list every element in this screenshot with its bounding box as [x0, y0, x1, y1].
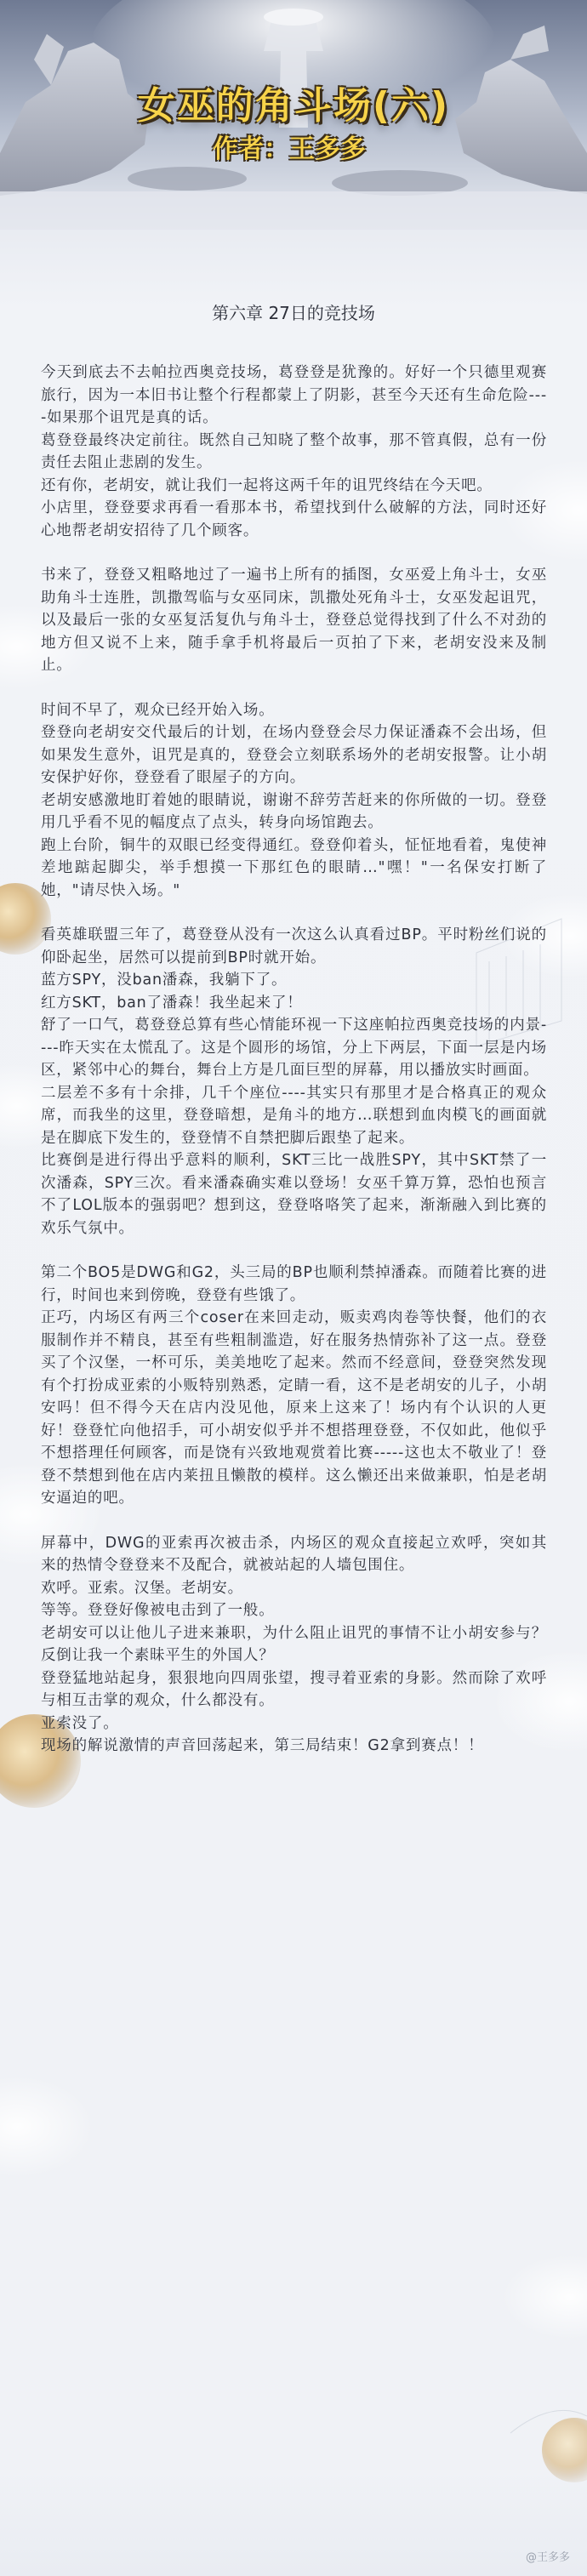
- watermark: @王多多: [525, 2551, 570, 2564]
- author-name: 王多多: [289, 134, 366, 164]
- paragraph: 亚索没了。: [41, 1714, 119, 1732]
- section-gap: [41, 677, 547, 699]
- paragraph: 比赛倒是进行得出乎意料的顺利，SKT三比一战胜SPY，其中SKT禁了一次潘森，SPY三次。看来潘森确实难以登场！女巫千算万算，恐怕也预言不了LOL版本的强弱吧？想到这，登登咯咯笑了起来，渐渐融入到比赛的欢乐气氛中。: [41, 1152, 547, 1237]
- paragraph: 小店里，登登要求再看一看那本书，希望找到什么破解的方法，同时还好心地帮老胡安招待了几个顾客。: [41, 499, 547, 539]
- section: [41, 1532, 547, 1758]
- section: [41, 362, 547, 542]
- paragraph: 跑上台阶，铜牛的双眼已经变得通红。登登仰着头，怔怔地看着，鬼使神差地踮起脚尖，举手想摸一下那红色的眼睛…"嘿！"一名保安打断了她，"请尽快入场。": [41, 836, 547, 899]
- section-gap: [41, 542, 547, 564]
- paragraph: 欢呼。亚索。汉堡。老胡安。: [41, 1579, 243, 1597]
- author-line: [213, 128, 366, 165]
- section: [41, 699, 547, 903]
- author-label: 作者：: [213, 134, 289, 164]
- paragraph: 第二个BO5是DWG和G2，头三局的BP也顺利禁掉潘森。而随着比赛的进行，时间也来到傍晚，登登有些饿了。: [41, 1264, 547, 1304]
- paragraph: 还有你，老胡安，就让我们一起将这两千年的诅咒终结在今天吧。: [41, 476, 493, 494]
- paragraph: 老胡安感激地盯着她的眼睛说，谢谢不辞劳苦赶来的你所做的一切。登登用几乎看不见的幅度点了点头，转身向场馆跑去。: [41, 791, 547, 831]
- chapter-title: 第六章 27日的竞技场: [212, 303, 375, 323]
- section: [41, 564, 547, 677]
- paragraph: 等等。登登好像被电击到了一般。: [41, 1602, 275, 1619]
- section-gap: [41, 1510, 547, 1532]
- section-gap: [41, 1240, 547, 1262]
- paragraph: 舒了一口气，葛登登总算有些心情能环视一下这座帕拉西奥竞技场的内景----昨天实在太慌乱了。这是个圆形的场馆，分上下两层，下面一层是内场区，紧邻中心的舞台，舞台上方是几面巨型的屏幕，用以播放实时画面。: [41, 1017, 547, 1079]
- article-body: [41, 362, 547, 1758]
- paragraph: 葛登登最终决定前往。既然自己知晓了整个故事，那不管真假，总有一份责任去阻止悲剧的发生。: [41, 431, 547, 471]
- paragraph: 老胡安可以让他儿子进来兼职，为什么阻止诅咒的事情不让小胡安参与？反倒让我一个素昧平生的外国人？: [41, 1624, 547, 1664]
- paragraph: 现场的解说激情的声音回荡起来，第三局结束！G2拿到赛点！！: [41, 1737, 484, 1754]
- section-gap: [41, 902, 547, 924]
- section: [41, 924, 547, 1240]
- paragraph: 二层差不多有十余排，几千个座位----其实只有那里才是合格真正的观众席，而我坐的这里，登登暗想，是角斗的地方…联想到血肉模飞的画面就是在脚底下发生的，登登情不自禁把脚后跟垫了起来。: [41, 1084, 547, 1147]
- paragraph: 登登猛地站起身，狠狠地向四周张望，搜寻着亚索的身影。然而除了欢呼与相互击掌的观众，什么都没有。: [41, 1669, 547, 1709]
- paragraph: 屏幕中，DWG的亚索再次被击杀，内场区的观众直接起立欢呼，突如其来的热情令登登来不及配合，就被站起的人墙包围住。: [41, 1534, 547, 1574]
- article-title: 女巫的角斗场(六): [137, 84, 450, 128]
- paragraph: 红方SKT，ban了潘森！我坐起来了！: [41, 994, 303, 1012]
- paragraph: 时间不早了，观众已经开始入场。: [41, 701, 275, 719]
- section: [41, 1262, 547, 1510]
- paragraph: 登登向老胡安交代最后的计划，在场内登登会尽力保证潘森不会出场，但如果发生意外，诅咒是真的，登登会立刻联系场外的老胡安报警。让小胡安保护好你，登登看了眼屋子的方向。: [41, 724, 547, 786]
- paragraph: 书来了，登登又粗略地过了一遍书上所有的插图，女巫爱上角斗士，女巫助角斗士连胜，凯撒驾临与女巫同床，凯撒处死角斗士，女巫发起诅咒，以及最后一张的女巫复活复仇与角斗士，登登总觉得找到了什么不对劲的地方但又说不上来，随手拿手机将最后一页拍了下来，老胡安没来及制止。: [41, 567, 547, 674]
- paragraph: 蓝方SPY，没ban潘森，我躺下了。: [41, 972, 288, 989]
- header-banner: [0, 0, 587, 230]
- paragraph: 正巧，内场区有两三个coser在来回走动，贩卖鸡肉卷等快餐，他们的衣服制作并不精良，甚至有些粗制滥造，好在服务热情弥补了这一点。登登买了个汉堡，一杯可乐，美美地吃了起来。然而不经意间，登登突然发现有个打扮成亚索的小贩特别熟悉，定睛一看，这不是老胡安的儿子，小胡安吗！但不得今天在店内没见他，原来上这来了！场内有个认识的人更好！登登忙向他招手，可小胡安似乎并不想搭理登登，不仅如此，他似乎不想搭理任何顾客，而是饶有兴致地观赏着比赛-----这也太不敬业了！登登不禁想到他在店内莱扭且懒散的模样。这么懒还出来做兼职，怕是老胡安逼迫的吧。: [41, 1309, 547, 1507]
- paragraph: 看英雄联盟三年了，葛登登从没有一次这么认真看过BP。平时粉丝们说的仰卧起坐，居然可以提前到BP时就开始。: [41, 926, 547, 966]
- paragraph: 今天到底去不去帕拉西奥竞技场，葛登登是犹豫的。好好一个只德里观赛旅行，因为一本旧书让整个行程都蒙上了阴影，甚至今天还有生命危险----如果那个诅咒是真的话。: [41, 364, 547, 426]
